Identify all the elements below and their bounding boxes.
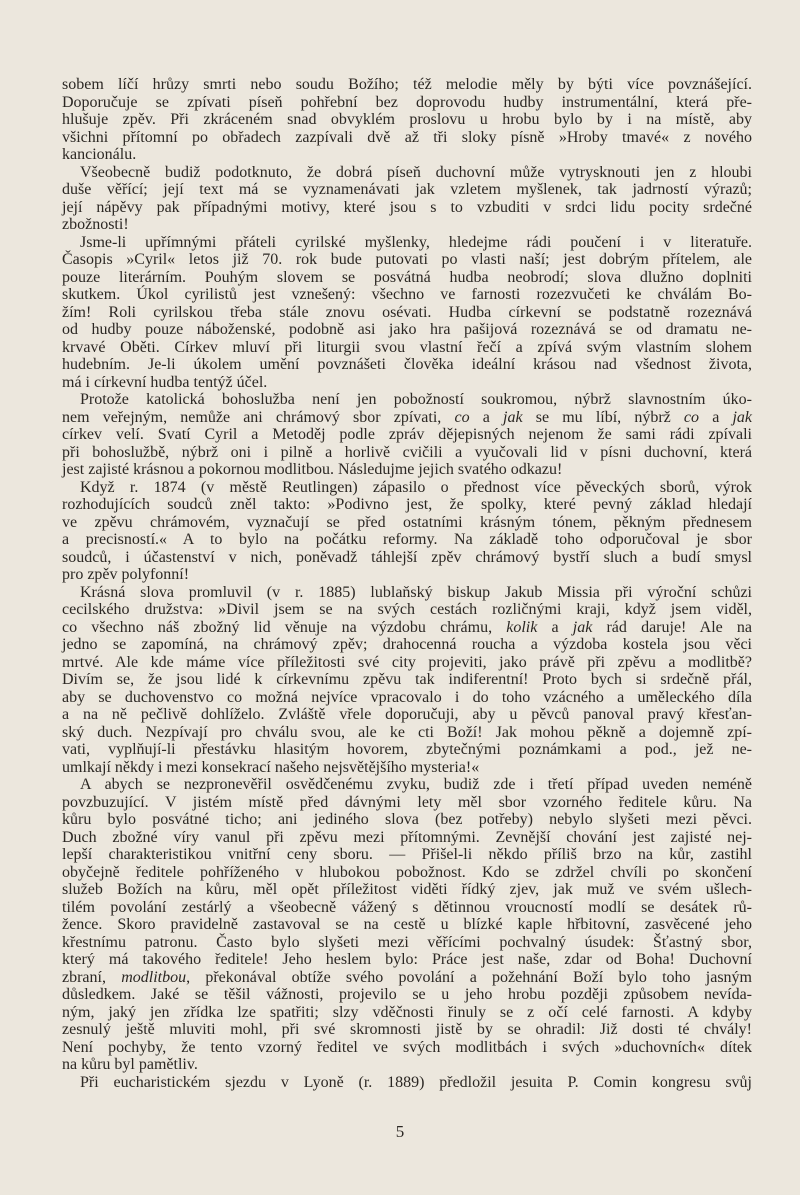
text-line: zbožnosti! xyxy=(62,216,129,233)
italic-text: jak xyxy=(572,618,593,636)
italic-text: co xyxy=(454,408,470,426)
text-line: od hudby pouze náboženské, podobně asi jako hra pašijová rozeznává se od dramatu ne- xyxy=(62,321,752,338)
text-line xyxy=(62,619,752,637)
text-line: její nápěvy pak případnými motivy, které jsou s to vzbuditi v srdci lidu pocity srdečné xyxy=(62,198,752,216)
text-line: ský duch. Nezpívají pro chválu svou, ale ke cti Boží! Jak mohou pěkně a dojemně zpí- xyxy=(62,723,752,741)
italic-text: co xyxy=(683,408,700,426)
paragraph xyxy=(62,76,752,164)
text-line: Při eucharistickém sjezdu v Lyoně (r. 1889) předložil jesuita P. Comin kongresu svůj xyxy=(80,1073,752,1091)
text-line: důsledkem. Jaké se těšil vážnosti, projevilo se u jeho hrobu později způsobem nevída- xyxy=(62,986,752,1003)
text-line: zesnulý ještě mluviti mohl, při své skromnosti jistě by se ohradil: Již dosti té chvály! xyxy=(62,1021,752,1038)
paragraph xyxy=(62,479,752,584)
text-line: jedno se zapomíná, na chrámový zpěv; drahocenná roucha a výzdoba kostela jsou věci xyxy=(62,636,752,653)
text-line: na kůru byl pamětliv. xyxy=(62,1056,198,1073)
page-number: 5 xyxy=(395,1122,405,1141)
text-line: má i církevní hudba tentýž účel. xyxy=(62,373,268,391)
text-line: církev velí. Svatí Cyril a Metoděj podle zpráv dějepisných nejenom že sami rádi zpívali xyxy=(62,426,752,443)
text-segment: a xyxy=(699,408,733,426)
text-line: Doporučuje se zpívati píseň pohřební bez doprovodu hudby instrumentální, která pře- xyxy=(62,93,752,111)
text-line: Jsme-li upřímnými přáteli cyrilské myšlenky, hledejme rádi poučení i v literatuře. xyxy=(80,233,752,251)
text-line: hudebním. Je-li úkolem umění povznášeti člověka ideální krásou nad všednost života, xyxy=(62,356,752,373)
text-line: umlkají někdy i mezi konsekrací našeho nejsvětějšího mysteria!« xyxy=(62,758,480,776)
text-line: a precisností.« A to bylo na počátku reformy. Na základě toho odporučoval je sbor xyxy=(62,531,752,548)
paragraph xyxy=(62,776,752,1074)
text-line: krvavé Oběti. Církev mluví při liturgii svou vlastní řečí a zpívá svým vlastním slohem xyxy=(62,338,752,356)
text-line: Krásná slova promluvil (v r. 1885) lublaňský biskup Jakub Missia při výroční schůzi xyxy=(80,583,752,601)
text-segment: , překonával obtíže svého povolání a požehnání Boží bylo toho jasným xyxy=(186,968,752,986)
paragraph xyxy=(62,234,752,392)
text-segment: rád daruje! Ale na xyxy=(592,618,753,636)
text-segment: a xyxy=(537,618,573,636)
text-line: křestnímu patronu. Často bylo slyšeti mezi věřícími pochvalný úsudek: Šťastný sbor, xyxy=(62,933,752,951)
text-line: tilém povolání zestárlý a všeobecně vážený s dětinnou vroucností modlí se desátek rů- xyxy=(62,898,752,916)
text-line: cecilského družstva: »Divil jsem se na svých cestách rozličnými kraji, když jsem viděl, xyxy=(62,601,752,618)
document-body xyxy=(62,76,752,1091)
text-line: ným, jaký jen zřídka lze spatřiti; slzy vděčnosti řinuly se z očí celé farnosti. A kdyby xyxy=(62,1003,752,1021)
text-line: povzbuzující. V jistém místě před dávnými lety měl sbor vzorného ředitele kůru. Na xyxy=(62,793,752,811)
text-segment: a xyxy=(469,408,504,426)
text-line: při bohoslužbě, nýbrž oni i pilně a horlivě cvičili a vyučovali lid v písni duchovní, která xyxy=(62,443,752,461)
paragraph xyxy=(62,584,752,777)
text-line: sobem líčí hrůzy smrti nebo soudu Božího; též melodie měly by býti více povznášející. xyxy=(62,76,752,93)
text-segment: co všechno náš zbožný lid věnuje na výzdobu chrámu, xyxy=(62,618,507,636)
text-line: žence. Skoro pravidelně zastavoval se na cestě u blízké kaple hřbitovní, zasvěcené jeho xyxy=(62,916,752,933)
text-line: hlušuje zpěv. Při zkráceném snad obvyklém proslovu u hrobu bylo by i na místě, aby xyxy=(62,111,752,128)
text-line: Časopis »Cyril« letos již 70. rok bude putovati po vlasti naší; jest dobrým přítelem, ale xyxy=(62,251,752,268)
text-line: Není pochyby, že tento vzorný ředitel ve svých modlitbách i svých »duchovních« dítek xyxy=(62,1038,752,1056)
text-line: Duch zbožné víry vanul při zpěvu mezi přítomnými. Zevnější chování jest zajisté nej- xyxy=(62,828,752,846)
text-line: pro zpěv polyfonní! xyxy=(62,566,190,583)
text-line: aby se duchovenstvo co možná nejvíce vpracovalo i do toho vzácného a uměleckého díla xyxy=(62,688,752,706)
italic-text: jak xyxy=(732,408,753,426)
text-line: žím! Roli cyrilskou třeba stále znovu osévati. Hudba církevní se podstatně rozeznává xyxy=(62,303,752,321)
text-line: Když r. 1874 (v městě Reutlingen) zápasilo o přednost více pěveckých sborů, výrok xyxy=(80,478,752,496)
paragraph xyxy=(62,1074,752,1092)
text-line: kancionálu. xyxy=(62,146,137,163)
text-line: soudců, i účastenství v nich, poněvadž táhlejší zpěv chrámový bystří sluch a budí smysl xyxy=(62,548,752,566)
text-line: obyčejně ředitele pohříženého v hlubokou pobožnost. Kdo se zdržel chvíli po skončení xyxy=(62,863,752,881)
text-line: kůru bylo posvátné ticho; ani jediného slova (bez potřeby) nebylo slyšeti mezi pěvci. xyxy=(62,811,752,828)
text-line: A abych se nezpronevěřil osvědčenému zvyku, budiž zde i třetí případ uveden neméně xyxy=(80,776,752,793)
text-line: duše věřící; její text má se vyznamenávati jak vzletem myšlenek, tak jadrností výrazů; xyxy=(62,181,752,198)
text-line: Protože katolická bohoslužba není jen pobožností soukromou, nýbrž slavnostním úko- xyxy=(80,391,752,408)
text-line: rozhodujících soudců zněl takto: »Podivno jest, že spolky, které pevný základ hledají xyxy=(62,496,752,513)
italic-text: jak xyxy=(503,408,523,426)
text-segment: nem veřejným, nemůže ani chrámový sbor zpívati, xyxy=(62,408,455,426)
text-segment: se mu líbí, nýbrž xyxy=(522,408,684,426)
text-line xyxy=(62,969,752,987)
italic-text: modlitbou xyxy=(121,968,187,986)
text-line: pouze literárním. Pouhým slovem se posvátná hudba neobrodí; slova dlužno doplniti xyxy=(62,268,752,286)
text-line: jest zajisté krásnou a pokornou modlitbou. Následujme jejich svatého odkazu! xyxy=(62,461,563,478)
paragraph xyxy=(62,164,752,234)
text-line: Všeobecně budiž podotknuto, že dobrá píseň duchovní může vytrysknouti jen z hloubi xyxy=(80,163,752,181)
text-line: který má takového ředitele! Jeho heslem bylo: Práce jest naše, zdar od Boha! Duchovní xyxy=(62,951,752,968)
text-segment: zbraní, xyxy=(62,968,122,986)
text-line: ve zpěvu chrámovém, vyznačují se před ostatními krásným tónem, pěkným přednesem xyxy=(62,513,752,531)
text-line: všichni přítomní po obřadech zazpívali dvě až tři sloky písně »Hroby tmavé« z nového xyxy=(62,128,752,146)
text-line: mrtvé. Ale kde máme více příležitosti své city projeviti, jako právě při zpěvu a modlitbě? xyxy=(62,653,752,671)
text-line: vati, vyplňují-li přestávku hlasitým hovorem, zbytečnými poznámkami a pod., jež ne- xyxy=(62,741,752,758)
text-line: služeb Božích na kůru, měl opět příležitost viděti řídký zjev, jak muž ve svém ušlech- xyxy=(62,881,752,898)
text-line: Divím se, že jsou lidé k církevnímu zpěvu tak indiferentní! Proto bych si srdečně přál, xyxy=(62,671,752,688)
text-line: skutkem. Úkol cyrilistů jest vznešený: všechno ve farnosti rozezvučeti ke chválám Bo- xyxy=(62,286,752,303)
text-line: a na ně pečlivě dohlíželo. Zvláště vřele doporučuji, aby u pěvců panoval pravý křesťan- xyxy=(62,706,752,723)
paragraph xyxy=(62,391,752,479)
text-line: lepší charakteristikou vnitřní ceny sboru. — Přišel-li někdo příliš brzo na kůr, zastihl xyxy=(62,846,752,863)
text-line xyxy=(62,409,752,427)
italic-text: kolik xyxy=(506,618,538,636)
